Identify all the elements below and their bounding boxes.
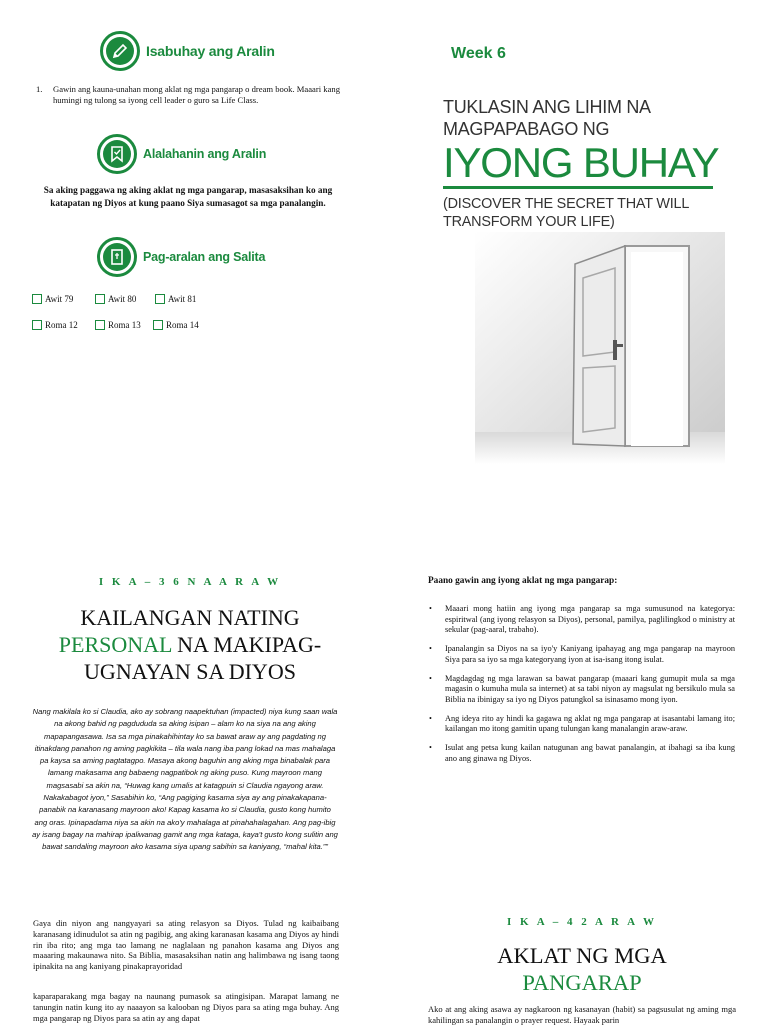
day42-title-line-2: PANGARAP: [522, 970, 642, 995]
list-item: • Ipanalangin sa Diyos na sa iyo'y Kaniyang ipahayag ang mga pangarap na mayroon Siya para sa iyo sa mga kategoryang iyon at isa-isang itong isulat.: [429, 644, 735, 664]
cover-sub-1: (DISCOVER THE SECRET THAT WILL: [443, 196, 690, 212]
list-item: • Maaari mong hatiin ang iyong mga pangarap sa mga sumusunod na kategorya: espiritwal (ang iyong relasyon sa Diyos), personal, pamilya, paglilingkod o ministry at sekular (pag-aaral, trabaho).: [429, 604, 735, 635]
cover-heading: [443, 96, 651, 140]
list-item: • Isulat ang petsa kung kailan natugunan ang bawat panalangin, at ibahagi sa iba kung ano ang ginawa ng Diyos.: [429, 743, 735, 763]
day36-paragraph-1: Gaya din niyon ang nangyayari sa ating relasyon sa Diyos. Tulad ng kaibaibang karanasang idinudulot sa atin ng pagibig, ang aking karanasan kasama ang Diyos ay hindi rin iba rito; ang mga tao lamang ne naglalaan ng panahon kasama ang Diyos ang maaaring makaunawa nito. Sa Biblia, masasaksihan natin ang halimbawa ng isang taong ipinakita na ang kaniyang pinakaprayoridad: [33, 918, 339, 972]
title-underline: [443, 186, 713, 189]
week-label: Week 6: [451, 45, 506, 62]
list-item: • Ang ideya rito ay hindi ka gagawa ng aklat ng mga pangarap at isasantabi lamang ito; kailangan mo itong gamitin upang tulungan kang manalangin araw-araw.: [429, 713, 735, 734]
alalahanin-text: Sa aking paggawa ng aking aklat ng mga pangarap, masasaksihan ko ang katapatan ng Diyos at kung paano Siya sumasagot sa mga panalangin.: [43, 185, 333, 208]
task-number: 1.: [36, 84, 43, 94]
reading-checkbox[interactable]: Awit 79: [32, 294, 73, 304]
day36-paragraph-2: kaparaparakang mga bagay na naunang pumasok sa atingisipan. Marapat lamang ne tanungin natin kung ito ay naaayon sa kalooban ng Diyos para sa ating mga buhay. Ang mga pangarap ng Diyos para sa atin ay ang dapat: [33, 991, 339, 1023]
task-item: [36, 84, 340, 106]
reading-checkbox[interactable]: Roma 12: [32, 320, 78, 330]
day36-title: [20, 604, 360, 685]
pagaaralan-title: Pag-aralan ang Salita: [143, 250, 266, 264]
alalahanin-title: Alalahanin ang Aralin: [143, 147, 267, 161]
howto-heading: Paano gawin ang iyong aklat ng mga pangarap:: [428, 576, 618, 586]
day36-title-highlight: PERSONAL: [58, 632, 172, 657]
cover-sub-2: TRANSFORM YOUR LIFE): [443, 214, 615, 230]
day42-title: [420, 942, 744, 996]
reading-checkbox[interactable]: Awit 81: [155, 294, 196, 304]
bookmark-badge-icon: [97, 134, 137, 174]
task-text: Gawin ang kauna-unahan mong aklat ng mga pangarap o dream book. Maaari kang humingi ng tulong sa iyong cell leader o guro sa Life Class.: [53, 84, 340, 105]
checkbox-icon: [153, 320, 163, 330]
checkbox-icon: [155, 294, 165, 304]
alalahanin-header: [97, 134, 266, 174]
cover-big-title: IYONG BUHAY: [443, 139, 719, 186]
checkbox-icon: [32, 320, 42, 330]
day36-story: Nang makilala ko si Claudia, ako ay sobrang naapektuhan (impacted) niya kung saan wala na akong bahid ng pagdududa sa aking isipan – alam ko na siya na ang aking mapapangasawa. Isa sa mga pinakahihintay ko sa bawat araw ay ang pagdating ng itinakdang panahon ng aming pagkikita – tila wala nang iba pang lokad na mas mahalaga pa kaysa sa aming pagtatagpo. Masaya akong baguhin ang aking mga binabalak para lamang makasama ang babaeng nagpatibok ng aking puso. Kung mayroon mang magsasabi sa akin na, “Huwag kang umalis at katagpuin si Claudia ngayong araw. Nakakabagot iyon,” Sasabihin ko, “Ang pagiging kasama siya ay ang pinakakapana-panabik na karanasang mayroon ako! Kapag kasama ko si Claudia, gusto kong humito ang oras. Ipinapadama niya sa akin na ako'y mahalaga at pinahahalagahan. Ang pag-ibig ay isang bagay na mahirap ipaliwanag gamit ang mga kataga, kaya't gusto kong sulitin ang bawat sandaling mayroon ako kasama siya upang sabihin sa kaniyang, “mahal kita.””: [32, 707, 338, 852]
day36-label: I K A – 3 6 N A A R A W: [98, 576, 282, 588]
day36-title-line-2: NA MAKIPAG-: [171, 632, 322, 657]
cover-line-2: MAGPAPABAGO NG: [443, 119, 610, 139]
pagaaralan-header: [97, 237, 265, 277]
day42-label: I K A – 4 2 A R A W: [506, 916, 658, 928]
day42-paragraph: Ako at ang aking asawa ay nagkaroon ng kasanayan (habit) sa pagsusulat ng aming mga kahilingan sa panalangin o prayer request. Hayaak parin: [428, 1004, 736, 1025]
day42-title-line-1: AKLAT NG MGA: [497, 943, 667, 968]
checkbox-icon: [95, 320, 105, 330]
reading-checkbox[interactable]: Roma 14: [153, 320, 199, 330]
door-illustration: [475, 232, 725, 464]
howto-list: [429, 604, 735, 772]
pencil-badge-icon: [100, 31, 140, 71]
cover-line-1: TUKLASIN ANG LIHIM NA: [443, 97, 651, 117]
reading-checkbox[interactable]: Roma 13: [95, 320, 141, 330]
day36-title-line-1: KAILANGAN NATING: [80, 605, 300, 630]
checkbox-icon: [32, 294, 42, 304]
isabuhay-header: [100, 31, 275, 71]
cover-subtitle: [443, 195, 689, 231]
isabuhay-title: Isabuhay ang Aralin: [146, 43, 275, 59]
day36-title-line-3: UGNAYAN SA DIYOS: [84, 659, 296, 684]
bible-badge-icon: [97, 237, 137, 277]
checkbox-icon: [95, 294, 105, 304]
reading-checkbox[interactable]: Awit 80: [95, 294, 136, 304]
list-item: • Magdagdag ng mga larawan sa bawat pangarap (maaari kang gumupit mula sa mga magasin o kumuha mula sa internet) at sa tabi niyon ay magsulat ng bersikulo mula sa Biblia na ibinigay sa iyo ng Diyos patungkol sa isinasamo mong iyon.: [429, 673, 735, 704]
